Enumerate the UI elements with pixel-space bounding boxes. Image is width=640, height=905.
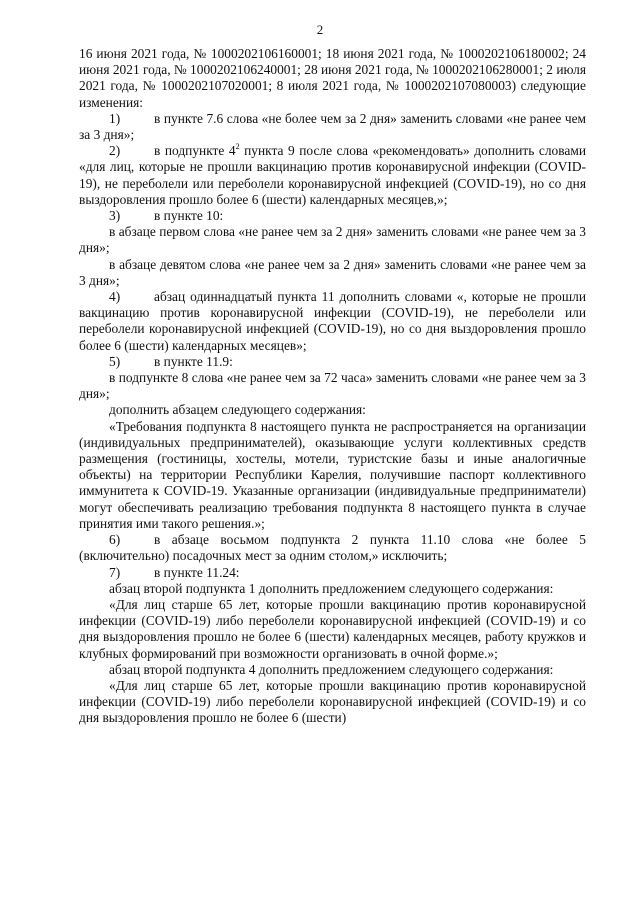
list-item-7 [79,565,586,581]
list-item-2 [79,143,586,208]
list-item-number: 6) [109,532,121,548]
list-item-number: 2) [109,143,121,159]
list-item-text: в подпункте 4 [154,143,236,159]
list-item-6 [79,532,586,564]
list-item-number: 7) [109,564,121,580]
paragraph-abzac-1: в абзаце первом слова «не ранее чем за 2 дня» заменить словами «не ранее чем за 3 дня»; [79,224,586,256]
page-number: 2 [316,22,324,37]
list-item-text: в абзаце восьмом подпункта 2 пункта 11.10 слова «не более 5 (включительно) посадочных мест за одним столом,» исключить; [79,532,586,564]
list-item-number: 4) [109,289,121,305]
list-item-3 [79,208,586,224]
paragraph-subpoint-4: абзац второй подпункта 4 дополнить предложением следующего содержания: [109,661,554,677]
list-item-text: в пункте 11.9: [154,353,233,369]
list-item-text: в пункте 10: [154,208,224,224]
list-item-text: абзац одиннадцатый пункта 11 дополнить словами «, которые не прошли вакцинацию против коронавирусной инфекции (COVID-19), не переболели или переболели коронавирусной инфекцией (COVID-19), но со дня выздоровления прошло более 6 (шести) календарных месяцев»; [79,289,586,353]
paragraph-quote-65-2: «Для лиц старше 65 лет, которые прошли вакцинацию против коронавирусной инфекции (COVID-19) либо переболели коронавирусной инфекцией (COVID-19) и со дня выздоровления прошло не более 6 (шести) [79,677,586,726]
list-item-5 [79,354,586,370]
paragraph-abzac-9: в абзаце девятом слова «не ранее чем за 2 дня» заменить словами «не ранее чем за 3 дня»; [79,256,586,288]
paragraph-quote-65-1: «Для лиц старше 65 лет, которые прошли вакцинацию против коронавирусной инфекции (COVID-19) либо переболели коронавирусной инфекцией (COVID-19) и со дня выздоровления прошло не более 6 (шести) календарных месяцев, работу кружков и клубных формирований при возможности организовать в очной форме.»; [79,596,586,661]
list-item-number: 1) [109,110,121,126]
list-item-text: в пункте 7.6 слова «не более чем за 2 дня» заменить словами «не ранее чем за 3 дня»; [79,110,586,143]
superscript: 2 [235,142,240,152]
list-item-number: 3) [109,208,121,224]
list-item-text-continued: пункта 9 после слова «рекомендовать» дополнить словами «для лиц, которые не прошли вакцинацию против коронавирусной инфекции (COVID-19), не переболели или переболели коронавирусной инфекцией (COVID-19), но со дня выздоровления прошло более 6 (шести) календарных месяцев,»; [79,143,586,207]
list-item-1 [79,111,586,143]
document-body [79,46,586,727]
paragraph-subpoint-1: абзац второй подпункта 1 дополнить предложением следующего содержания: [109,580,554,596]
paragraph-quote-requirements: «Требования подпункта 8 настоящего пункта не распространяется на организации (индивидуальных предпринимателей), оказывающие услуги коллективных средств размещения (гостиницы, хостелы, мотели, туристские базы и иные аналогичные объекты) на территории Республики Карелия, получившие паспорт коллективного иммунитета к COVID-19. Указанные организации (индивидуальные предприниматели) могут обеспечивать реализацию требования подпункта 8 настоящего пункта в случае принятия ими такого решения.»; [79,418,586,531]
list-item-number: 5) [109,353,121,369]
paragraph-subpoint-8: в подпункте 8 слова «не ранее чем за 72 часа» заменить словами «не ранее чем за 3 дня»; [79,370,586,402]
list-item-text: в пункте 11.24: [154,564,240,580]
list-item-4 [79,289,586,354]
paragraph-intro-dates: 16 июня 2021 года, № 1000202106160001; 18 июня 2021 года, № 1000202106180002; 24 июня 2021 года, № 1000202106240001; 28 июня 2021 года, № 1000202106280001; 2 июля 2021 года, № 1000202107020001; 8 июля 2021 года, № 1000202107080003) следующие изменения: [79,46,586,110]
paragraph-add-abzac: дополнить абзацем следующего содержания: [109,402,366,418]
